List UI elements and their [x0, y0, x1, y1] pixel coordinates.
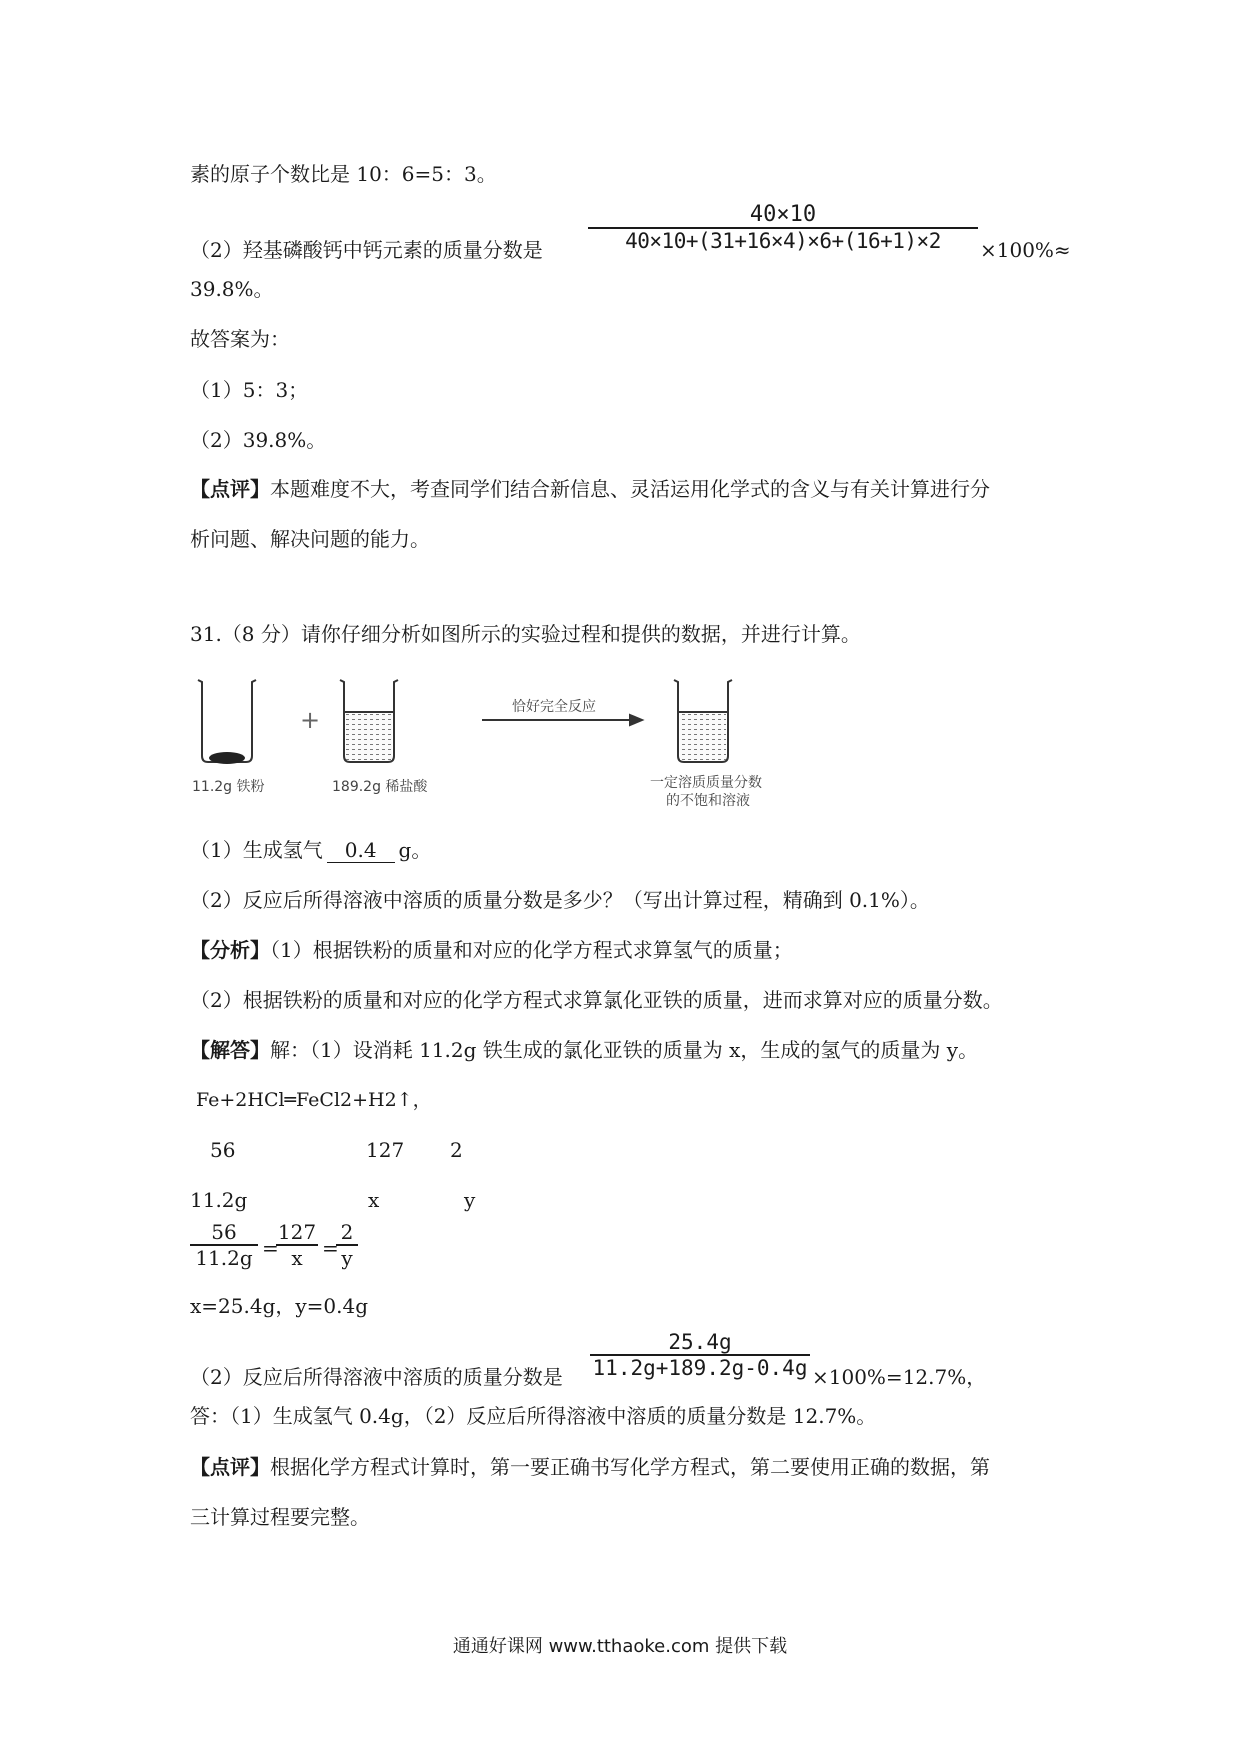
- text-line: 故答案为：: [190, 327, 290, 351]
- text-line: 析问题、解决问题的能力。: [190, 527, 430, 551]
- ratio-cell: 11.2g: [190, 1188, 248, 1212]
- fraction-solution: [590, 1330, 810, 1380]
- label-result-2: 的不饱和溶液: [666, 793, 750, 809]
- text-line: [190, 838, 431, 863]
- text-line: 素的原子个数比是 10：6=5：3。: [190, 162, 497, 186]
- ratio-cell: 56: [210, 1138, 236, 1162]
- fraction-denominator: x: [291, 1246, 303, 1270]
- comment-tag: 【点评】: [190, 1455, 270, 1479]
- label-acid: 189.2g 稀盐酸: [332, 779, 428, 795]
- text-line: [190, 477, 990, 501]
- ratio-cell: 2: [450, 1138, 463, 1162]
- chemical-equation: Fe+2HCl═FeCl2+H2↑，: [196, 1089, 432, 1111]
- fraction-numerator: 127: [277, 1220, 317, 1244]
- text-line: x=25.4g，y=0.4g: [190, 1294, 369, 1318]
- comment-tag: 【点评】: [190, 477, 270, 501]
- iron-powder: [209, 752, 245, 764]
- ratio-cell: 127: [366, 1138, 405, 1162]
- text-line: [190, 238, 543, 262]
- analysis-tag: 【分析】: [190, 938, 270, 962]
- text-line: [190, 938, 793, 962]
- answer-blank: 0.4: [327, 838, 395, 863]
- fraction-numerator: 25.4g: [668, 1330, 732, 1354]
- fraction-denominator: y: [341, 1246, 353, 1270]
- plus-sign: +: [300, 706, 321, 734]
- text-segment: 本题难度不大，考查同学们结合新信息、灵活运用化学式的含义与有关计算进行分: [270, 477, 990, 501]
- solution-tag: 【解答】: [190, 1038, 270, 1062]
- text-segment: 根据化学方程式计算时，第一要正确书写化学方程式，第二要使用正确的数据，第: [270, 1455, 990, 1479]
- label-result-1: 一定溶质质量分数: [650, 775, 762, 791]
- text-segment: g。: [398, 838, 432, 862]
- text-line: 39.8%。: [190, 277, 274, 301]
- text-line: 三计算过程要完整。: [190, 1505, 370, 1529]
- ratio-cell: y: [464, 1188, 476, 1212]
- text-segment: 解：（1）设消耗 11.2g 铁生成的氯化亚铁的质量为 x，生成的氢气的质量为 y。: [270, 1038, 979, 1062]
- fraction-iron: [190, 1220, 258, 1270]
- text-segment: ×100%=12.7%，: [812, 1365, 987, 1389]
- text-segment: （1）生成氢气: [190, 838, 323, 862]
- fraction-h2: [336, 1220, 358, 1270]
- text-line: （2）39.8%。: [190, 428, 327, 452]
- fraction-numerator: 40×10: [749, 202, 817, 227]
- text-segment: （1）根据铁粉的质量和对应的化学方程式求算氢气的质量；: [270, 938, 793, 962]
- beaker-iron: [198, 680, 256, 762]
- acid-liquid: [346, 714, 392, 760]
- fraction-numerator: 56: [211, 1220, 237, 1244]
- result-liquid: [680, 714, 726, 760]
- arrow-label: 恰好完全反应: [512, 699, 596, 715]
- text-line: （1）5：3；: [190, 378, 309, 402]
- text-segment: ×100%≈: [980, 238, 1071, 262]
- text-line: （2）反应后所得溶液中溶质的质量分数是多少？（写出计算过程，精确到 0.1%）。: [190, 888, 930, 912]
- equals-sign: =: [262, 1236, 279, 1260]
- fraction-denominator: 11.2g+189.2g-0.4g: [592, 1356, 808, 1380]
- text-line: [190, 1455, 990, 1479]
- page-footer: 通通好课网 www.tthaoke.com 提供下载: [452, 1636, 788, 1657]
- text-line: 答：（1）生成氢气 0.4g，（2）反应后所得溶液中溶质的质量分数是 12.7%。: [190, 1404, 877, 1428]
- text-segment: （2）羟基磷酸钙中钙元素的质量分数是: [190, 238, 543, 262]
- equals-sign: =: [322, 1236, 339, 1260]
- experiment-figure: [190, 672, 830, 812]
- ratio-cell: x: [368, 1188, 380, 1212]
- text-line: （2）反应后所得溶液中溶质的质量分数是: [190, 1365, 563, 1389]
- question-31: 31.（8 分）请你仔细分析如图所示的实验过程和提供的数据，并进行计算。: [190, 622, 861, 646]
- fraction-numerator: 2: [340, 1220, 354, 1244]
- fraction-denominator: 40×10+(31+16×4)×6+(16+1)×2: [625, 229, 941, 253]
- text-line: （2）根据铁粉的质量和对应的化学方程式求算氯化亚铁的质量，进而求算对应的质量分数。: [190, 988, 1003, 1012]
- fraction-calcium: [588, 202, 978, 253]
- label-iron: 11.2g 铁粉: [192, 779, 265, 795]
- reaction-arrow: [482, 715, 642, 725]
- text-line: [190, 1038, 978, 1062]
- fraction-fecl2: [276, 1220, 318, 1270]
- fraction-denominator: 11.2g: [195, 1246, 253, 1270]
